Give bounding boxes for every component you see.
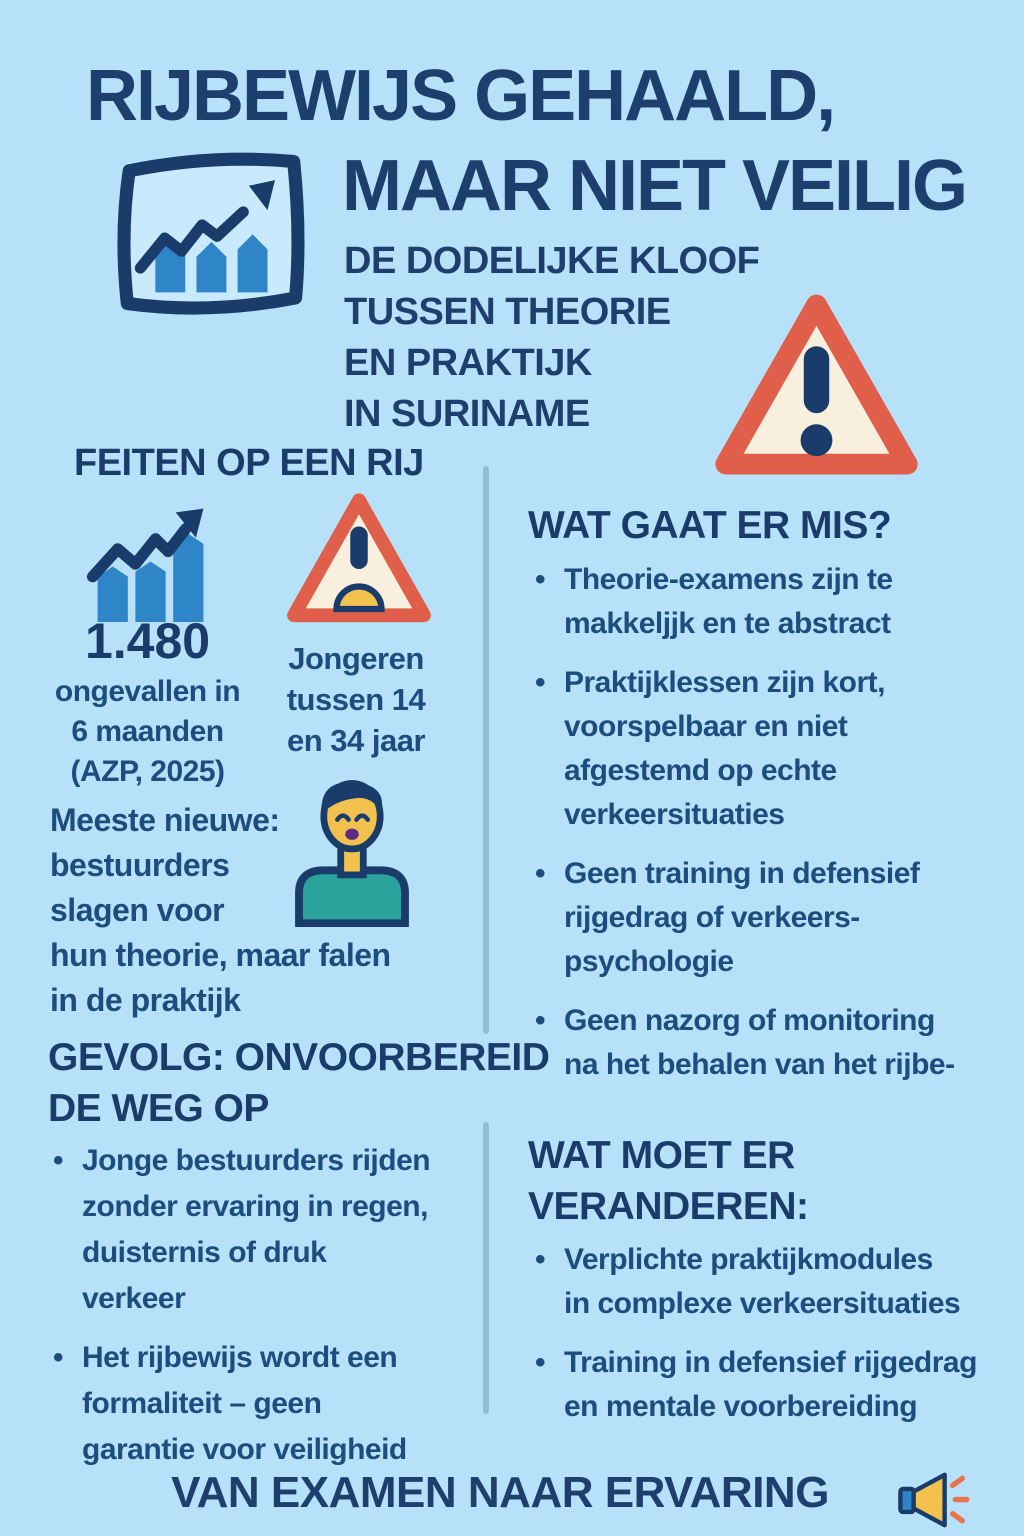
facts-heading: FEITEN OP EEN RIJ <box>74 442 424 484</box>
bullet-marker: • <box>534 563 545 596</box>
list-item: • Geen nazorg of monitoring na het behalen van het rijbe- <box>528 999 1008 1087</box>
poster-title-line2: MAAR NIET VEILIG <box>342 146 967 226</box>
list-item: • Geen training in defensief rijgedrag of verkeers- psychologie <box>528 852 1008 984</box>
poster-subtitle <box>344 236 759 440</box>
age-group-label: Jongeren tussen 14 en 34 jaar <box>286 641 426 758</box>
changes-list <box>528 1238 1008 1444</box>
young-driver-avatar <box>290 772 414 927</box>
poster-title-line1: RIJBEWIJS GEHAALD, <box>86 56 835 136</box>
list-item: • Verplichte praktijkmodules in complexe verkeersituaties <box>528 1238 1008 1326</box>
subtitle-line: TUSSEN THEORIE <box>344 291 671 333</box>
accident-stat-number: 1.480 <box>84 613 211 669</box>
bullet-marker: • <box>534 1004 545 1037</box>
problems-heading: WAT GAAT ER MIS? <box>528 504 892 547</box>
list-item: • Praktijklessen zijn kort, voorspelbaar en niet afgestemd op echte verkeersituaties <box>528 661 1008 837</box>
subtitle-line: EN PRAKTIJK <box>344 342 592 384</box>
consequence-list <box>46 1138 476 1486</box>
facts-note: Meeste nieuwe: bestuurders slagen voor hun theorie, maar falen in de praktijk <box>50 802 391 1018</box>
subtitle-line: DE DODELIJKE KLOOF <box>344 240 760 282</box>
subtitle-line: IN SURINAME <box>344 393 590 435</box>
footer-slogan: VAN EXAMEN NAAR ERVARING <box>171 1468 829 1517</box>
megaphone-icon <box>896 1466 980 1534</box>
trend-chart-board-icon <box>103 140 318 325</box>
column-divider-bottom <box>483 1122 489 1414</box>
list-item: • Het rijbewijs wordt een formaliteit – geen garantie voor veiligheid <box>46 1335 476 1473</box>
bar-chart-up-icon <box>82 496 214 622</box>
list-item: • Theorie-examens zijn te makkeljjk en te abstract <box>528 558 1008 646</box>
list-item: • Training in defensief rijgedrag en mentale voorbereiding <box>528 1341 1008 1429</box>
column-divider-top <box>483 466 489 1034</box>
bullet-marker: • <box>534 666 545 699</box>
bullet-marker: • <box>52 1144 63 1177</box>
warning-triangle-icon <box>713 288 920 481</box>
bullet-marker: • <box>534 1346 545 1379</box>
bullet-marker: • <box>534 857 545 890</box>
accident-stat-caption: ongevallen in 6 maanden (AZP, 2025) <box>54 675 241 788</box>
list-item: • Jonge bestuurders rijden zonder ervaring in regen, duisternis of druk verkeer <box>46 1138 476 1322</box>
consequence-heading: GEVOLG: ONVOORBEREID DE WEG OP <box>48 1036 550 1130</box>
warning-person-triangle-icon <box>283 489 435 629</box>
changes-heading: WAT MOET ER VERANDEREN: <box>528 1134 809 1228</box>
problems-list <box>528 558 1008 1102</box>
bullet-marker: • <box>52 1341 63 1374</box>
bullet-marker: • <box>534 1243 545 1276</box>
